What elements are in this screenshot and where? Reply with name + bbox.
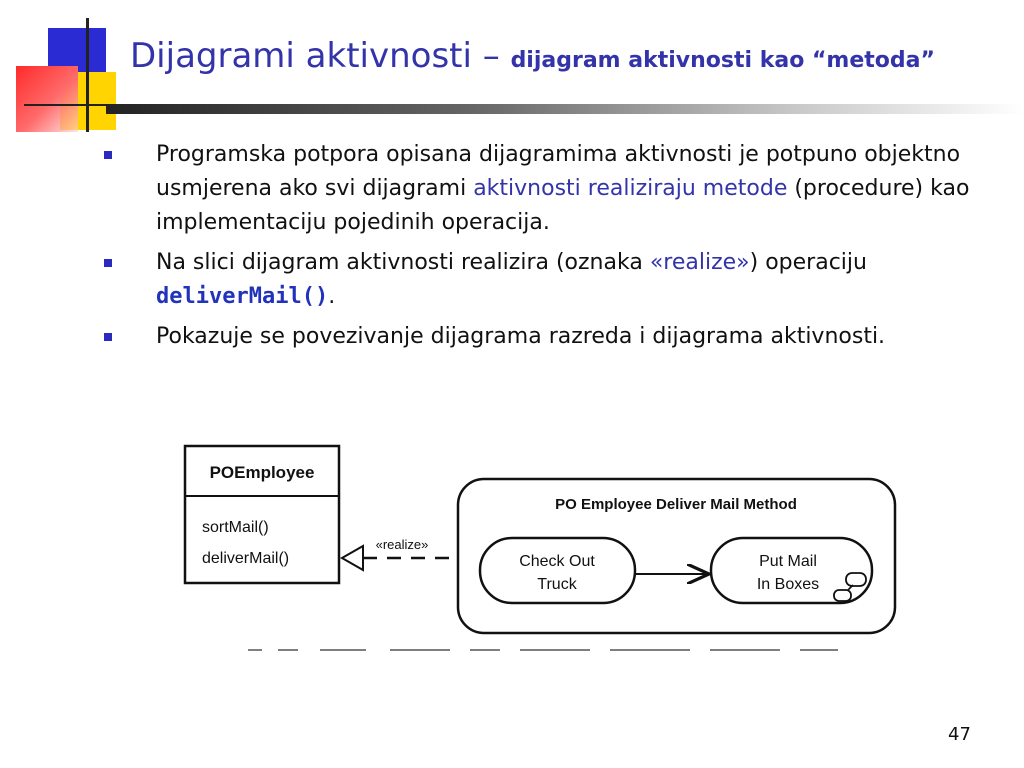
bullet-1-highlight: aktivnosti realiziraju metode xyxy=(473,176,788,201)
activity-title: PO Employee Deliver Mail Method xyxy=(555,496,797,513)
logo-red-square xyxy=(16,66,78,132)
bullet-2-text-post: . xyxy=(328,284,336,309)
title-sub: dijagram aktivnosti kao “metoda” xyxy=(510,48,935,73)
bullet-2-text-pre: Na slici dijagram aktivnosti realizira (oznaka xyxy=(156,250,650,275)
page-number: 47 xyxy=(948,724,971,745)
uml-diagram xyxy=(170,432,910,657)
bullet-1-text-pre: Programska potpora opisana dijagramima aktivnosti je potpuno objektno usmjerena ako svi dijagrami xyxy=(156,142,961,201)
bullet-square-icon xyxy=(104,151,112,159)
logo-vertical-line xyxy=(86,18,89,132)
operation-delivermail: deliverMail() xyxy=(202,550,290,567)
action2-line2: In Boxes xyxy=(756,576,820,593)
page-title xyxy=(130,36,935,76)
bullet-2-highlight: «realize» xyxy=(649,250,750,275)
bullet-2-code: deliverMail() xyxy=(156,284,329,309)
class-name: POEmployee xyxy=(209,463,315,482)
operation-sortmail: sortMail() xyxy=(202,519,269,536)
title-rule xyxy=(106,104,1024,114)
bullet-item-2 xyxy=(104,246,1004,314)
realize-label: «realize» xyxy=(375,537,429,552)
bullet-2-text-mid: ) operaciju xyxy=(749,250,867,275)
bullet-3-text: Pokazuje se povezivanje dijagrama razreda i dijagrama aktivnosti. xyxy=(156,324,886,349)
realize-triangle-icon xyxy=(342,546,363,570)
bullet-square-icon xyxy=(104,333,112,341)
bullet-square-icon xyxy=(104,259,112,267)
title-main: Dijagrami aktivnosti – xyxy=(130,36,511,76)
bullet-1-text-post: (procedure) kao implementaciju pojedinih operacija. xyxy=(156,176,970,235)
bullet-list xyxy=(104,138,1004,360)
action-check-out-truck xyxy=(480,538,635,603)
action1-line1: Check Out xyxy=(519,553,595,570)
action1-line2: Truck xyxy=(537,576,577,593)
action2-line1: Put Mail xyxy=(759,553,817,570)
bullet-item-3 xyxy=(104,320,1004,354)
bullet-item-1 xyxy=(104,138,1004,240)
